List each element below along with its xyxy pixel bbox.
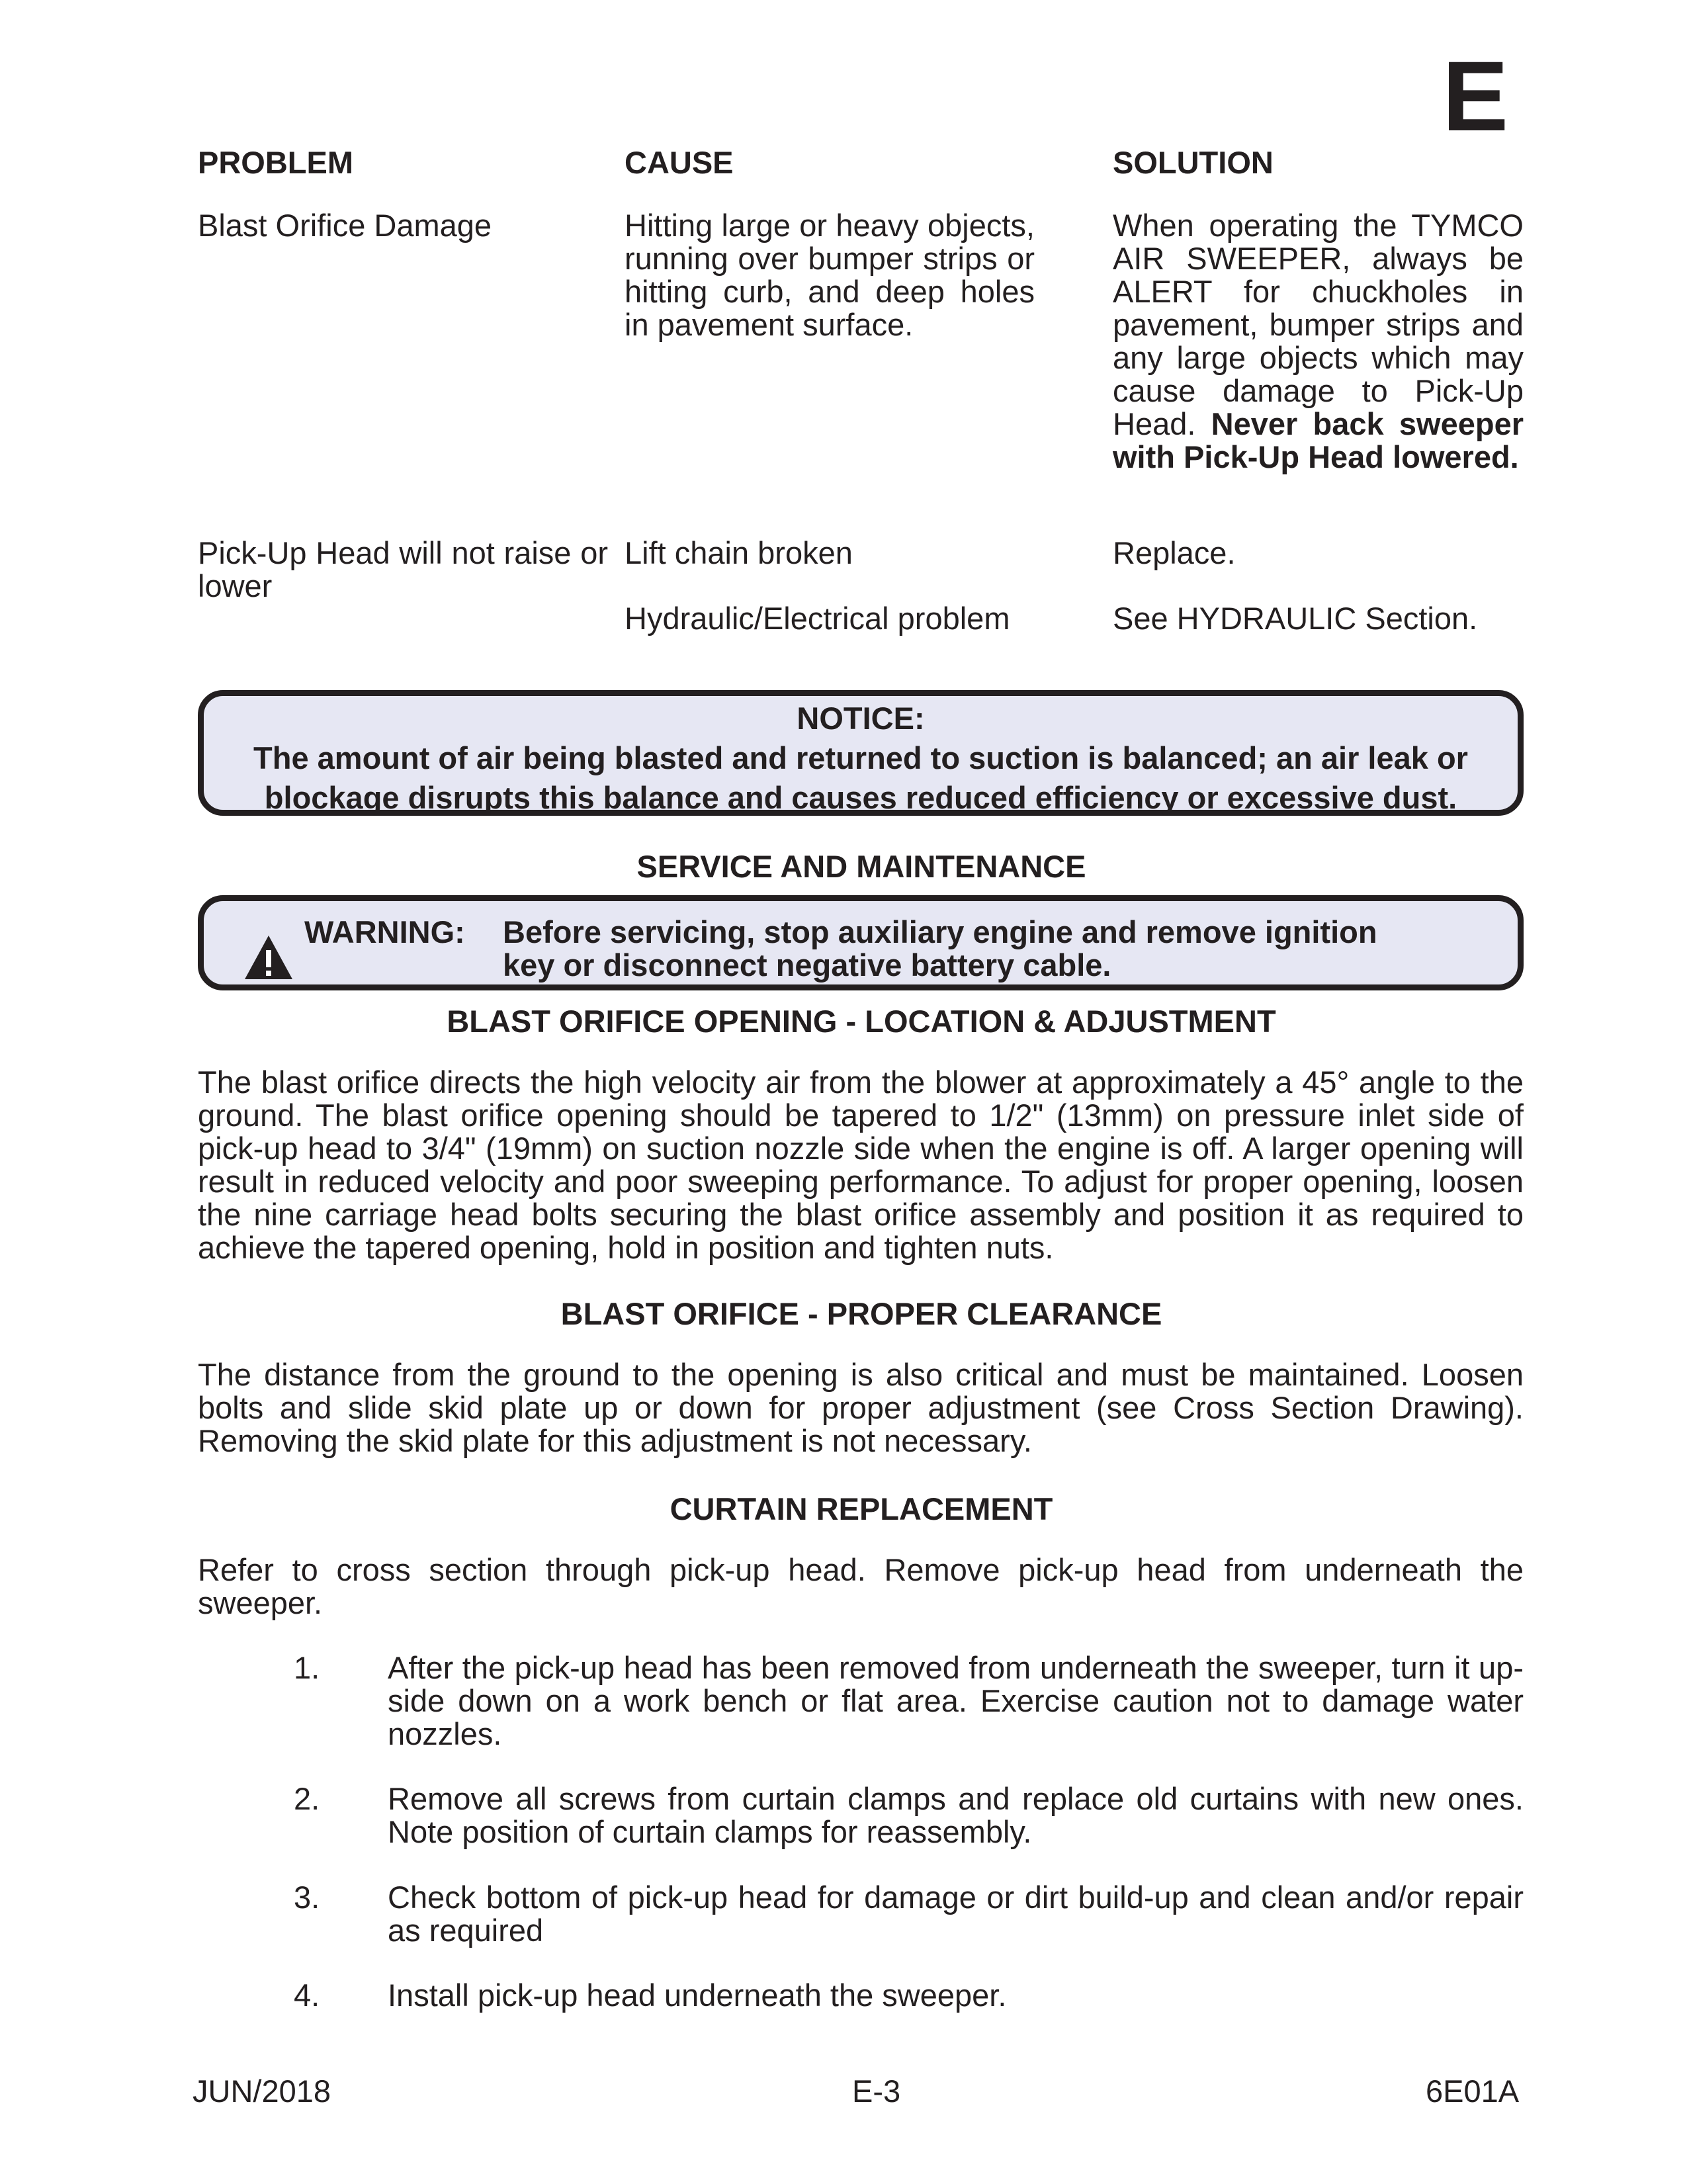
solution-replace: Replace. bbox=[1113, 535, 1236, 570]
step-text: Check bottom of pick-up head for damage or dirt build-up and clean and/or repair as required bbox=[388, 1880, 1524, 1948]
footer-page-number: E-3 bbox=[852, 2074, 901, 2109]
step-number: 3. bbox=[294, 1880, 320, 1915]
warning-triangle-icon bbox=[243, 934, 294, 981]
solution-hydraulic: See HYDRAULIC Section. bbox=[1113, 601, 1478, 636]
solution-text: When operating the TYMCO AIR SWEEPER, always be ALERT for chuckholes in pavement, bumper strips and any large objects which may cause damage to Pick-Up Head. bbox=[1113, 208, 1524, 441]
service-maintenance-heading: SERVICE AND MAINTENANCE bbox=[636, 849, 1086, 884]
solution-blast-orifice-damage bbox=[1113, 209, 1524, 474]
footer-date: JUN/2018 bbox=[193, 2074, 331, 2109]
curtain-intro: Refer to cross section through pick-up head. Remove pick-up head from underneath the sweeper. bbox=[198, 1552, 1524, 1620]
step-text: After the pick-up head has been removed from underneath the sweeper, turn it up-side down on a work bench or flat area. Exercise caution not to damage water nozzles. bbox=[388, 1650, 1524, 1751]
step-number: 2. bbox=[294, 1781, 320, 1816]
cause-hydraulic: Hydraulic/Electrical problem bbox=[625, 601, 1010, 636]
step-number: 4. bbox=[294, 1978, 320, 2013]
notice-line-1: The amount of air being blasted and returned to suction is balanced; an air leak or bbox=[253, 740, 1468, 775]
cause-blast-orifice-damage: Hitting large or heavy objects, running over bumper strips or hitting curb, and deep holes in pavement surface. bbox=[625, 208, 1035, 342]
notice-line-2: blockage disrupts this balance and causes reduced efficiency or excessive dust. bbox=[264, 780, 1457, 815]
problem-blast-orifice-damage: Blast Orifice Damage bbox=[198, 208, 492, 243]
curtain-replacement-heading: CURTAIN REPLACEMENT bbox=[670, 1491, 1053, 1526]
warning-box bbox=[198, 895, 1524, 990]
step-number: 1. bbox=[294, 1650, 320, 1685]
step-text: Remove all screws from curtain clamps and replace old curtains with new ones. Note position of curtain clamps for reassembly. bbox=[388, 1781, 1524, 1849]
warning-line-1: Before servicing, stop auxiliary engine and remove ignition bbox=[503, 914, 1377, 949]
notice-title: NOTICE: bbox=[797, 701, 925, 736]
blast-orifice-clearance-heading: BLAST ORIFICE - PROPER CLEARANCE bbox=[560, 1296, 1162, 1331]
problem-column-header: PROBLEM bbox=[198, 145, 353, 180]
notice-box bbox=[198, 690, 1524, 816]
warning-label: WARNING: bbox=[304, 914, 465, 949]
solution-column-header: SOLUTION bbox=[1113, 145, 1274, 180]
warning-text bbox=[503, 916, 1495, 982]
blast-orifice-opening-heading: BLAST ORIFICE OPENING - LOCATION & ADJUSTMENT bbox=[447, 1004, 1276, 1039]
blast-orifice-opening-body: The blast orifice directs the high velocity air from the blower at approximately a 45° angle to the ground. The blast orifice opening should be tapered to 1/2" (13mm) on pressure inlet side of pick-up head to 3/4" (19mm) on suction nozzle side when the engine is off. A larger opening will result in reduced velocity and poor sweeping performance. To adjust for proper opening, loosen the nine carriage head bolts securing the blast orifice assembly and position it as required to achieve the tapered opening, hold in position and tighten nuts. bbox=[198, 1065, 1524, 1265]
cause-lift-chain: Lift chain broken bbox=[625, 535, 853, 570]
problem-pickup-head: Pick-Up Head will not raise or lower bbox=[198, 535, 608, 603]
cause-column-header: CAUSE bbox=[625, 145, 734, 180]
footer-document-code: 6E01A bbox=[1426, 2074, 1520, 2109]
solution-bold-warning: Never back sweeper with Pick-Up Head lowered. bbox=[1113, 406, 1524, 474]
blast-orifice-clearance-body: The distance from the ground to the opening is also critical and must be maintained. Loosen bolts and slide skid plate up or down for proper adjustment (see Cross Section Drawing). Removing the skid plate for this adjustment is not necessary. bbox=[198, 1357, 1524, 1458]
step-text: Install pick-up head underneath the sweeper. bbox=[388, 1978, 1007, 2013]
warning-line-2: key or disconnect negative battery cable. bbox=[503, 947, 1111, 983]
section-letter: E bbox=[1442, 40, 1509, 152]
